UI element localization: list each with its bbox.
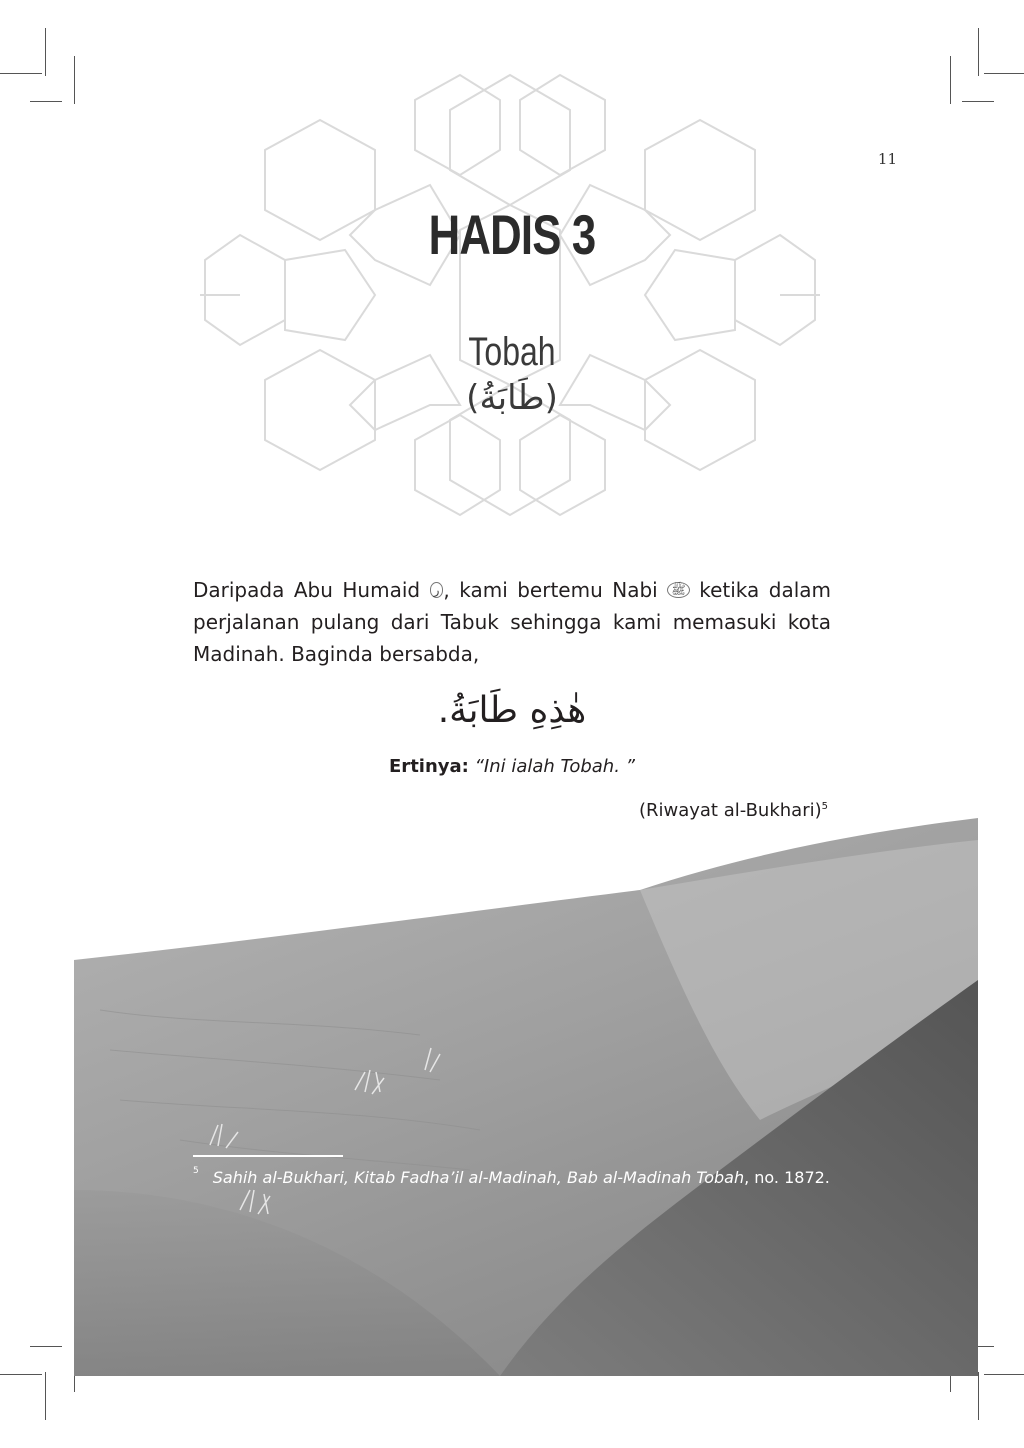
footnote-marker: 5 — [193, 1166, 199, 1176]
chapter-subtitle: Tobah — [468, 330, 556, 374]
crop-mark — [74, 56, 75, 104]
desert-dune-photo — [0, 810, 1024, 1390]
translation-label: Ertinya: — [389, 756, 469, 777]
hadith-introduction-paragraph — [193, 574, 831, 670]
footnote-divider — [193, 1155, 343, 1157]
crop-mark — [962, 101, 994, 102]
narration-source: (Riwayat al-Bukhari) — [638, 800, 822, 821]
crop-mark — [950, 56, 951, 104]
hadith-translation — [0, 756, 1024, 777]
footnote — [193, 1166, 893, 1187]
chapter-title: HADIS 3 — [428, 203, 596, 266]
radhiallahu-anhu-icon: ر — [430, 582, 444, 598]
intro-text-part-1: Daripada Abu Humaid — [193, 578, 430, 602]
footnote-source-number: , no. 1872. — [744, 1168, 830, 1187]
page-number: 11 — [877, 150, 897, 168]
chapter-subtitle-arabic: (طَابَةُ) — [466, 378, 558, 418]
crop-mark — [978, 28, 979, 76]
intro-text-part-3: ketika dalam perjalanan pulang dari Tabuk sehingga kami memasuki kota Madinah. Baginda bersabda, — [193, 578, 832, 666]
crop-mark — [45, 28, 46, 76]
translation-text: “Ini ialah Tobah. ” — [474, 756, 635, 777]
footnote-reference: 5 — [821, 801, 828, 812]
hadith-arabic-text: هٰذِهِ طَابَةُ. — [437, 690, 587, 731]
geometric-pattern-ornament — [200, 60, 820, 530]
intro-text-part-2: , kami bertemu Nabi — [443, 578, 668, 602]
crop-mark — [30, 101, 62, 102]
crop-mark — [0, 73, 42, 74]
crop-mark — [984, 73, 1024, 74]
footnote-source-title: Sahih al-Bukhari, Kitab Fadha’il al-Madinah, Bab al-Madinah Tobah — [212, 1168, 745, 1187]
sallallahu-alaihi-wasallam-icon: ﷺ — [667, 582, 690, 598]
